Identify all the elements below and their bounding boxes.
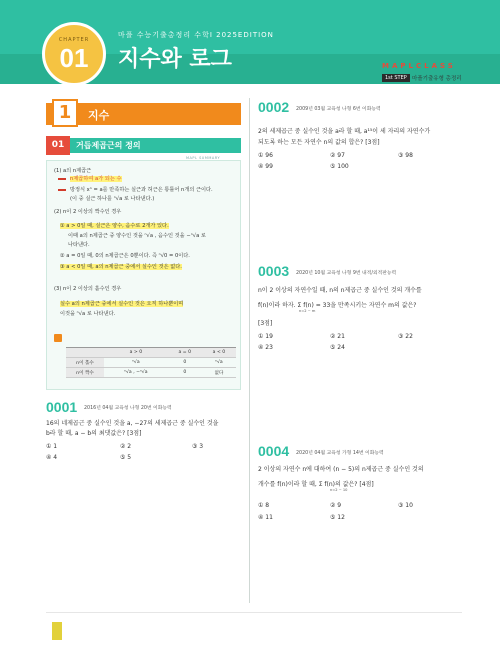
book-title: 마플 수능기출총정리 수학I 2025EDITION: [118, 31, 274, 39]
concept-line: (3) n이 2 이상의 홀수인 경우: [54, 286, 122, 292]
problem-text: 16의 네제곱근 중 실수인 것을 a, −27의 세제곱근 중 실수인 것을: [46, 420, 219, 427]
concept-subtitle: MAPL SUMMARY: [186, 156, 221, 160]
table-row: [66, 368, 236, 378]
table-header-cell: a < 0: [202, 348, 236, 358]
step-description: 마플기출유형 총정리: [412, 76, 462, 82]
problem-source: 2020년 04월 교육청 가형 14번 이화능력: [296, 451, 384, 456]
concept-line: ① a > 0일 때, 실근은 양수, 음수로 2개가 있다.: [60, 223, 169, 229]
note-icon: [54, 334, 62, 342]
table-cell: 0: [168, 358, 202, 368]
table-cell: n이 짝수: [66, 368, 104, 378]
answer-choice[interactable]: ① 1: [46, 443, 58, 450]
answer-choice[interactable]: ① 19: [258, 333, 273, 340]
answer-choice[interactable]: ② 2: [120, 443, 132, 450]
answer-choice[interactable]: ③ 10: [398, 502, 413, 509]
brand-logo: MAPLCLASS: [382, 62, 456, 70]
concept-line: 이것을 ⁿ√a 로 나타낸다.: [60, 311, 116, 317]
answer-choice[interactable]: ② 97: [330, 152, 345, 159]
answer-choice[interactable]: ③ 22: [398, 333, 413, 340]
section-title: 지수: [88, 109, 110, 122]
problem-text: 2 이상의 자연수 n에 대하여 (n − 5)의 n제곱근 중 실수인 것의: [258, 466, 424, 473]
problem-text: n이 2 이상의 자연수일 때, n의 n제곱근 중 실수인 것의 개수를: [258, 287, 422, 294]
problem-source: 2009년 03월 교육청 나형 6번 이화능력: [296, 107, 381, 112]
sigma-limits: n=2 ~ 10: [330, 488, 348, 492]
page-tag: [52, 622, 62, 640]
sigma-limits: n=2 ~ m: [299, 309, 316, 313]
table-header-cell: a = 0: [168, 348, 202, 358]
chapter-number: 01: [59, 43, 89, 73]
answer-choice[interactable]: ③ 3: [192, 443, 204, 450]
concept-line: n제곱하여 a가 되는 수: [70, 176, 122, 182]
concept-line: 이때 a의 n제곱근 중 양수인 것을 ⁿ√a , 음수인 것을 −ⁿ√a 로: [68, 233, 206, 239]
answer-choice[interactable]: ① 96: [258, 152, 273, 159]
table-cell: n이 홀수: [66, 358, 104, 368]
problem-text: f(n)이라 하자. Σ f(n) = 33을 만족시키는 자연수 m의 값은?: [258, 302, 417, 309]
answer-choice[interactable]: ① 8: [258, 502, 270, 509]
problem-text: 개수를 f(n)이라 할 때, Σ f(n)의 값은? [4점]: [258, 481, 374, 488]
table-cell: ⁿ√a , −ⁿ√a: [104, 368, 168, 378]
table-row: [66, 358, 236, 368]
section-number: 1: [52, 99, 78, 127]
nth-root-table: [66, 347, 236, 378]
concept-line: (2) n이 2 이상의 짝수인 경우: [54, 209, 122, 215]
chapter-label: CHAPTER: [58, 37, 90, 43]
table-header-row: [66, 348, 236, 358]
answer-choice[interactable]: ④ 11: [258, 514, 273, 521]
problem-source: 2020년 10월 교육청 나형 9번 내적/외적판능력: [296, 271, 397, 276]
answer-choice[interactable]: ④ 4: [46, 454, 58, 461]
answer-choice[interactable]: ⑤ 12: [330, 514, 345, 521]
problem-number: 0003: [258, 263, 290, 279]
answer-choice[interactable]: ⑤ 100: [330, 163, 349, 170]
table-cell: 0: [168, 368, 202, 378]
column-divider: [249, 98, 250, 603]
chapter-title: 지수와 로그: [118, 47, 232, 72]
step-badge: 1st STEP: [382, 74, 410, 82]
concept-line: 방정식 xⁿ = a를 만족하는 실근과 허근은 통틀어 n개의 근이다.: [70, 187, 213, 193]
dash-marker: [58, 189, 66, 191]
problem-text: [3점]: [258, 320, 273, 327]
table-cell: 없다: [202, 368, 236, 378]
problem-source: 2016년 04월 교육청 나형 20번 이화능력: [84, 406, 172, 411]
answer-choice[interactable]: ② 21: [330, 333, 345, 340]
concept-line: (이 중 실근 하나를 ⁿ√a 로 나타낸다.): [70, 196, 155, 202]
chapter-badge: [42, 22, 106, 86]
answer-choice[interactable]: ⑤ 24: [330, 344, 345, 351]
concept-title: 거듭제곱근의 정의: [76, 141, 141, 150]
concept-number: 01: [46, 136, 70, 155]
dash-marker: [58, 178, 66, 180]
concept-line: ③ a < 0일 때, a의 n제곱근 중에서 실수인 것은 없다.: [60, 264, 182, 270]
answer-choice[interactable]: ④ 99: [258, 163, 273, 170]
answer-choice[interactable]: ⑤ 5: [120, 454, 132, 461]
problem-text: 2의 세제곱근 중 실수인 것을 a라 할 때, a¹⁵이 세 자리의 자연수가: [258, 128, 431, 135]
concept-line: 실수 a의 n제곱근 중에서 실수인 것은 오직 하나뿐이며: [60, 301, 184, 307]
problem-text: b라 할 때, a − b의 최댓값은? [3점]: [46, 430, 142, 437]
table-header-cell: a > 0: [104, 348, 168, 358]
answer-choice[interactable]: ② 9: [330, 502, 342, 509]
footer-rule: [46, 612, 462, 613]
answer-choice[interactable]: ③ 98: [398, 152, 413, 159]
concept-line: ② a = 0일 때, 0의 n제곱근은 0뿐이다. 즉 ⁿ√0 = 0이다.: [60, 253, 190, 259]
answer-choice[interactable]: ④ 23: [258, 344, 273, 351]
problem-number: 0004: [258, 443, 290, 459]
table-cell: ⁿ√a: [202, 358, 236, 368]
table-header-cell: [66, 348, 104, 358]
concept-line: (1) a의 n제곱근: [54, 168, 92, 174]
problem-number: 0001: [46, 399, 78, 415]
problem-text: 되도록 하는 모든 자연수 n의 값의 합은? [3점]: [258, 139, 380, 146]
problem-number: 0002: [258, 99, 290, 115]
table-cell: ⁿ√a: [104, 358, 168, 368]
concept-line: 나타낸다.: [68, 242, 90, 248]
